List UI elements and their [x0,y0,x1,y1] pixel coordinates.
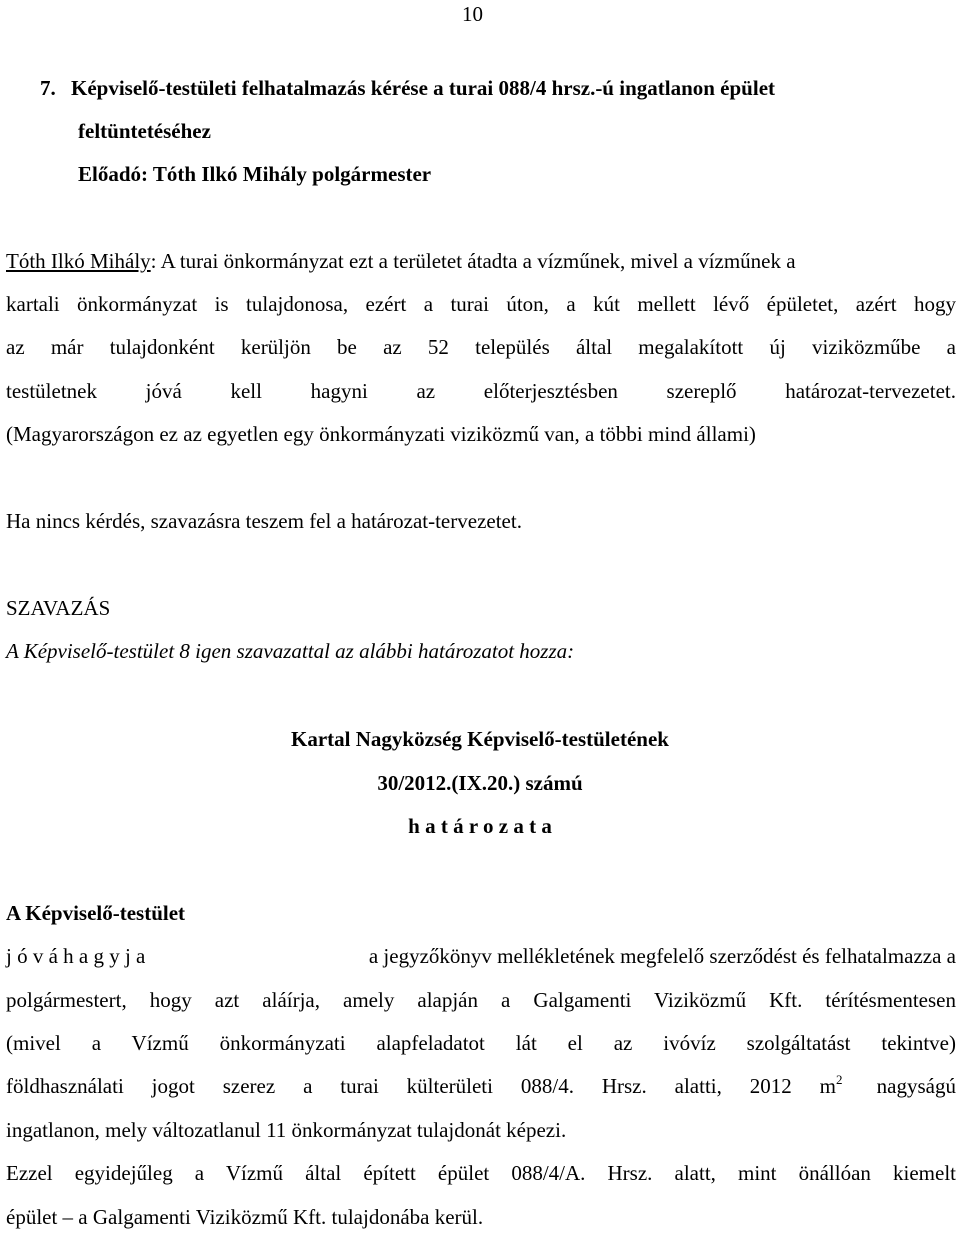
agenda-item-title-line1: Képviselő-testületi felhatalmazás kérése a turai 088/4 hrsz.-ú ingatlanon épület [71,76,776,100]
vote-heading: SZAVAZÁS [6,596,111,620]
speech-line-1 [6,249,956,273]
speech-line-2: kartali önkormányzat is tulajdonosa, ezért a turai úton, a kút mellett lévő épületet, azért hogy [6,292,956,316]
speech-closing: Ha nincs kérdés, szavazásra teszem fel a határozat-tervezetet. [6,509,522,533]
resolution-line-2: polgármestert, hogy azt aláírja, amely alapján a Galgamenti Viziközmű Kft. térítésmentesen [6,988,956,1012]
agenda-item-title [40,76,956,100]
area-unit-superscript: 2 [836,1072,843,1087]
vote-result: A Képviselő-testület 8 igen szavazattal az alábbi határozatot hozza: [6,639,575,663]
resolution-line-5: ingatlanon, mely változatlanul 11 önkormányzat tulajdonát képezi. [6,1118,567,1142]
resolution-number: 30/2012.(IX.20.) számú [377,771,583,795]
agenda-item-title-line2: feltüntetéséhez [78,119,211,143]
resolution-subject: A Képviselő-testület [6,901,186,925]
presenter-line: Előadó: Tóth Ilkó Mihály polgármester [78,162,432,186]
resolution-body: Kartal Nagyközség Képviselő-testületének [291,727,669,751]
resolution-approves: j ó v á h a g y j a [6,944,146,968]
resolution-line-6: Ezzel egyidejűleg a Vízmű által épített épület 088/4/A. Hrsz. alatt, mint önállóan kiemelt [6,1161,956,1185]
resolution-line-4 [6,1074,956,1098]
resolution-line-7: épület – a Galgamenti Viziközmű Kft. tulajdonába kerül. [6,1205,484,1229]
resolution-line-4-text: földhasználati jogot szerez a turai külterületi 088/4. Hrsz. alatti, 2012 m [6,1074,836,1098]
agenda-item-number: 7. [40,76,56,100]
page-number: 10 [462,2,483,26]
speech-line-5: (Magyarországon ez az egyetlen egy önkormányzati viziközmű van, a többi mind állami) [6,422,756,446]
speech-line-3: az már tulajdonként kerüljön be az 52 település által megalakított új viziközműbe a [6,335,956,359]
resolution-line-1-text: a jegyzőkönyv mellékletének megfelelő szerződést és felhatalmazza a [368,944,956,968]
speech-line-1-text: : A turai önkormányzat ezt a területet átadta a vízműnek, mivel a vízműnek a [150,249,796,273]
speaker-name: Tóth Ilkó Mihály [6,249,151,273]
resolution-line-1 [6,944,956,968]
resolution-line-3: (mivel a Vízmű önkormányzati alapfeladatot lát el az ivóvíz szolgáltatást tekintve) [6,1031,956,1055]
speech-line-4: testületnek jóvá kell hagyni az előterjesztésben szereplő határozat-tervezetet. [6,379,956,403]
resolution-line-4-end: nagyságú [876,1074,956,1098]
resolution-word: h a t á r o z a t a [408,814,552,838]
